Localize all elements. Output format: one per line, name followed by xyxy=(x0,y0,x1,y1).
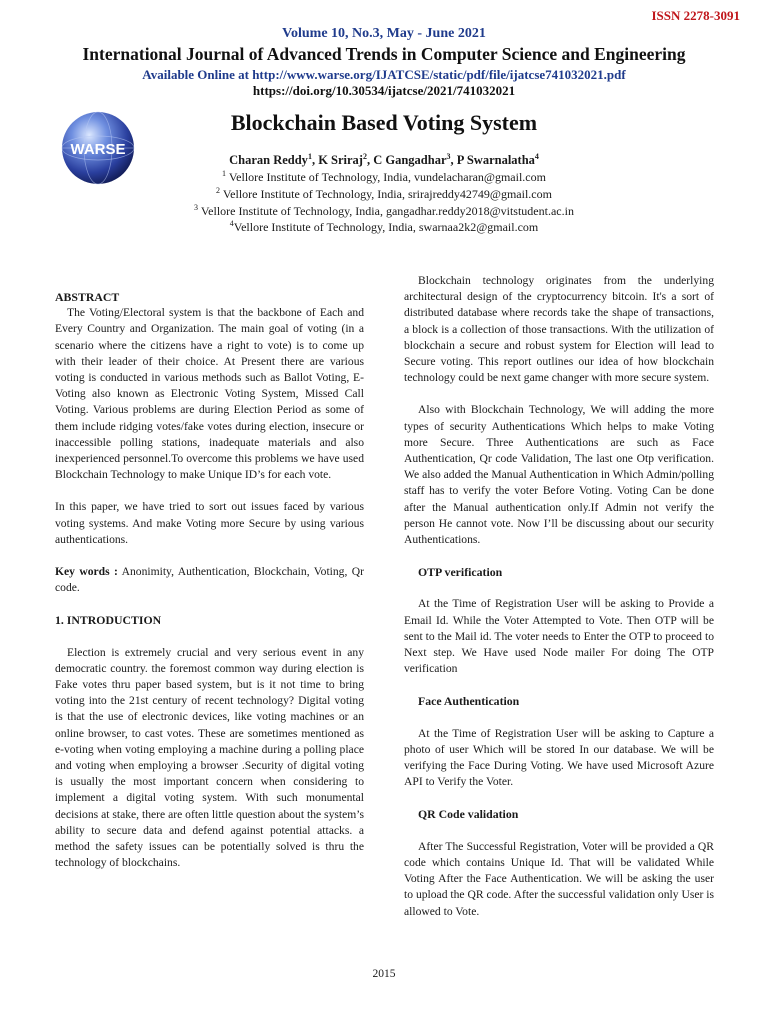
author-sup: 3 xyxy=(446,152,451,161)
author-list: Charan Reddy$^1$, K Sriraj$^2$, C Gangadhar$^3$, P Swarnalatha$^4$ xyxy=(229,152,539,168)
affiliation: $^4$Vellore Institute of Technology, India, swarnaa2k2@gmail.com xyxy=(229,219,539,234)
left-column xyxy=(55,289,364,872)
body-paragraph: Also with Blockchain Technology, We will adding the more types of security Authentications Which helps to make Voting more Secure. Three Authentications are such as Face Authentication, Qr code Validation, The last one Otp verification. We also added the Manual Authentication in Which Admin/polling staff has to verify the voter Before Voting. Voting Can be done after the Manual authentication only.If Admin not verify the person He cannot vote. Now I’ll be discussing about our security Authentications. xyxy=(404,403,714,547)
introduction-heading: 1. INTRODUCTION xyxy=(55,613,162,628)
author-sup: 4 xyxy=(534,152,539,161)
abstract-paragraph: In this paper, we have tried to sort out issues faced by various voting systems. And make Voting more Secure by using various authentications. xyxy=(55,500,364,546)
availability-url[interactable]: Available Online at http://www.warse.org/IJATCSE/static/pdf/file/ijatcse741032021.pdf xyxy=(142,67,626,82)
right-column xyxy=(404,273,714,920)
author-name: K Sriraj xyxy=(318,153,363,168)
author-name: Charan Reddy xyxy=(229,153,308,168)
issn-label: ISSN 2278-3091 xyxy=(651,8,740,23)
qr-paragraph: After The Successful Registration, Voter will be provided a QR code which contains Unique Id. That will be validated While Voting After the Face Authentication. We will be asking the user to upload the QR code. After the successful validation only User is allowed to Vote. xyxy=(404,839,714,918)
author-sup: 2 xyxy=(362,152,367,161)
body-paragraph: Blockchain technology originates from the underlying architectural design of the cryptocurrency bitcoin. It's a sort of distributed database where records take the shape of transactions, a block is a collection of those transactions. With the utilization of blockchain a secure and robust system for Election will lead to Secure voting. This report outlines our idea of how blockchain technology could be next game changer with more secure system. xyxy=(404,274,714,385)
abstract-paragraph: The Voting/Electoral system is that the backbone of Each and Every Country and Organization. The main goal of voting (in a scenario where the citizens have a right to vote) is to come up with their leader of their choice. At Present there are various voting is conducted in various methods such as Ballot Voting, E-Voting also known as Electronic Voting System, Missed Call Voting. Various problems are during Election Period as some of them include ridging votes/fake votes during election, insecure or inaccessible polling stations, inadequate materials and also inexperienced personnel.To overcome this problems we have used Blockchain Technology to make Unique ID’s for each vote. xyxy=(55,306,364,482)
page-number: 2015 xyxy=(372,968,396,980)
paper-title: Blockchain Based Voting System xyxy=(230,110,538,135)
keywords xyxy=(55,564,364,596)
author-name: P Swarnalatha xyxy=(456,153,535,168)
abstract-heading: ABSTRACT xyxy=(55,290,120,304)
affiliation: $^1$ Vellore Institute of Technology, India, vundelacharan@gmail.com xyxy=(222,169,546,184)
face-paragraph: At the Time of Registration User will be asking to Capture a photo of user Which will be stored In our database. We will be verifying the Face During Voting. We have used Microsoft Azure API to Verify the Voter. xyxy=(404,726,714,789)
affiliation: $^3$ Vellore Institute of Technology, India, gangadhar.reddy2018@vitstudent.ac.in xyxy=(194,203,574,218)
volume-info: Volume 10, No.3, May - June 2021 xyxy=(282,26,486,41)
logo-text: WARSE xyxy=(70,141,126,158)
author-sup: 1 xyxy=(307,152,312,161)
introduction-paragraph: Election is extremely crucial and very serious event in any democratic country. the foremost common way during election is Fake votes thru paper based system, but is it not time to bring voting into the 21st century of recent technology? Digital voting is that the use of electronic devices, like voting machines or an online browser, to cast votes. These are sometimes mentioned as e-voting when voting employing a machine during a polling place and voting when employing a browser .Security of digital voting is usually the most important concern when considering to implement a digital voting system. With such monumental decisions at stake, there are often little question about the system’s ability to secure data and defend against potential attacks. a method the safety issues can be potentially solved is thru the technology of blockchains. xyxy=(55,645,364,870)
face-heading: Face Authentication xyxy=(418,694,520,709)
otp-heading: OTP verification xyxy=(418,565,503,580)
author-name: C Gangadhar xyxy=(373,153,447,168)
doi-link[interactable]: https://doi.org/10.30534/ijatcse/2021/741032021 xyxy=(252,83,516,98)
affiliation: $^2$ Vellore Institute of Technology, India, srirajreddy42749@gmail.com xyxy=(216,186,552,201)
keywords-list: Anonimity, Authentication, Blockchain, Voting, Qr code. xyxy=(55,565,364,595)
keywords-label: Key words : xyxy=(55,565,118,579)
journal-title: International Journal of Advanced Trends in Computer Science and Engineering xyxy=(82,44,686,64)
otp-paragraph: At the Time of Registration User will be asking to Provide a Email Id. While the Voter Attempted to Vote. Then OTP will be sent to the Mail id. The voter needs to Enter the OTP to proceed to Next step. We Have used Node mailer For doing The OTP verification xyxy=(404,597,714,676)
qr-heading: QR Code validation xyxy=(418,807,519,822)
